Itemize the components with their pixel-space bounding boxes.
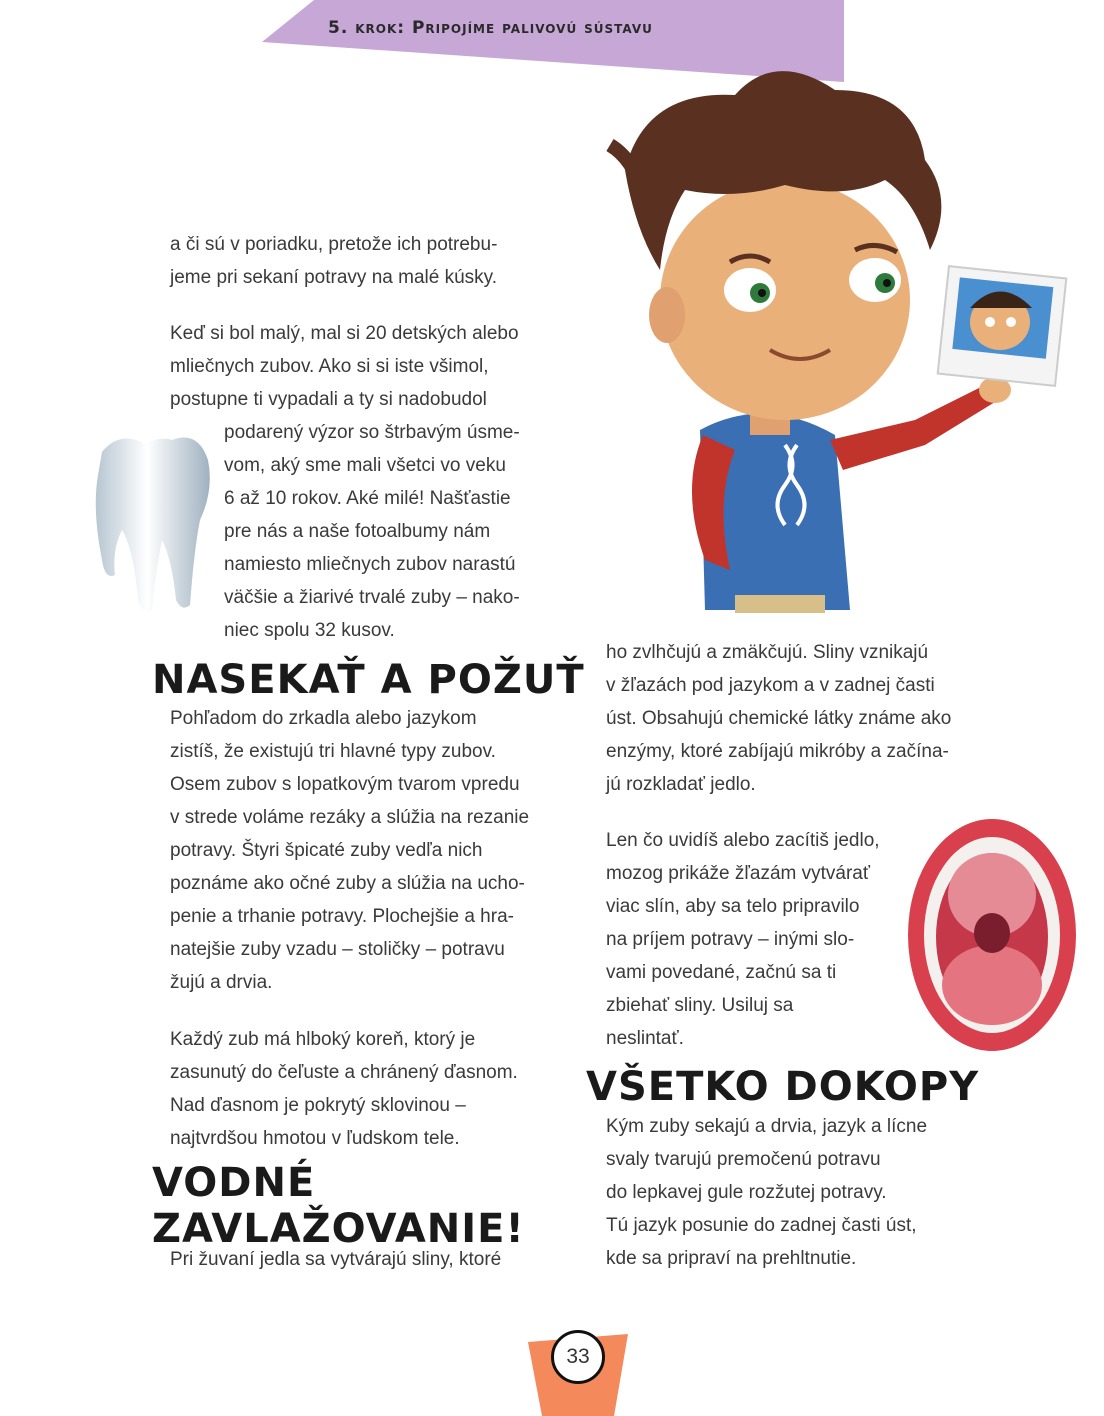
tooth-illustration	[90, 430, 215, 615]
page-number: 33	[551, 1330, 605, 1384]
mouth-illustration	[905, 815, 1080, 1055]
paragraph: Keď si bol malý, mal si 20 detských alebo mliečnych zubov. Ako si si iste všimol, postupne ti vypadali a ty si nadobudol	[170, 323, 519, 410]
paragraph: Pri žuvaní jedla sa vytvárajú sliny, ktoré	[170, 1249, 502, 1270]
paragraph: Pohľadom do zrkadla alebo jazykom zistíš, že existujú tri hlavné typy zubov. Osem zubov s lopatkovým tvarom vpredu v strede voláme rezáky a slúžia na rezanie potravy. Štyri špicaté zuby vedľa nich poznáme ako očné zuby a slúžia na ucho- penie a trhanie potravy. Plochejšie a hra- natejšie zuby vzadu – stoličky – potravu žujú a drvia.	[170, 708, 530, 993]
paragraph: Kým zuby sekajú a drvia, jazyk a lícne svaly tvarujú premočenú potravu do lepkavej gule rozžutej potravy. Tú jazyk posunie do zadnej časti úst, kde sa pripraví na prehltnutie.	[606, 1116, 928, 1269]
paragraph: podarený výzor so štrbavým úsme- vom, aký sme mali všetci vo veku 6 až 10 rokov. Aké milé! Našťastie pre nás a naše fotoalbumy nám namiesto mliečnych zubov narastú väčšie a žiarivé trvalé zuby – nako- niec spolu 32 kusov.	[224, 422, 520, 641]
boy-illustration	[585, 50, 1070, 615]
section-heading: VODNÉ ZAVLAŽOVANIE!	[152, 1160, 525, 1252]
paragraph: Len čo uvidíš alebo zacítiš jedlo, mozog prikáže žľazám vytvárať viac slín, aby sa telo pripravilo na príjem potravy – inými slo- vami povedané, začnú sa ti zbiehať sliny. Usiluj sa neslintať.	[606, 830, 880, 1049]
section-heading: VŠETKO DOKOPY	[586, 1064, 980, 1110]
paragraph: ho zvlhčujú a zmäkčujú. Sliny vznikajú v žľazách pod jazykom a v zadnej časti úst. Obsahujú chemické látky známe ako enzýmy, ktoré zabíjajú mikróby a začína- jú rozkladať jedlo.	[606, 642, 952, 795]
paragraph: a či sú v poriadku, pretože ich potrebu- jeme pri sekaní potravy na malé kúsky.	[170, 234, 498, 288]
section-heading: NASEKAŤ A POŽUŤ	[152, 657, 585, 703]
paragraph: Každý zub má hlboký koreň, ktorý je zasunutý do čeľuste a chránený ďasnom. Nad ďasnom je pokrytý sklovinou – najtvrdšou hmotou v ľudskom tele.	[170, 1029, 518, 1149]
chapter-title: 5. krok: Pripojíme palivovú sústavu	[328, 18, 653, 38]
